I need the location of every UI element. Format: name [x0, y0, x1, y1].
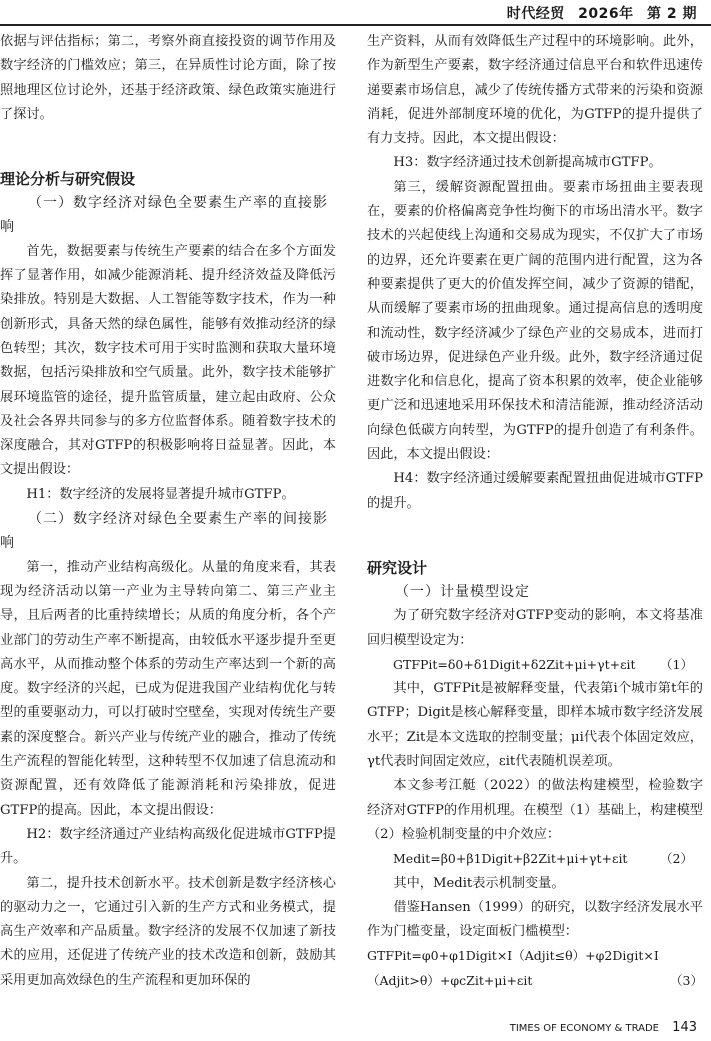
equation-2: [367, 847, 703, 871]
equation-1: [367, 653, 703, 677]
subsection-title: （一）计量模型设定: [395, 583, 530, 600]
paragraph: 其中，Medit表示机制变量。: [393, 875, 565, 891]
paragraph: 第一，推动产业结构高级化。从量的角度来看，其表现为经济活动以第一产业为主导转向第二、第三产业主导，且后两者的比重持续增长；从质的角度分析，各个产业部门的劳动生产率不断提高，由较低水平逐步提升至更高水平，从而推动整个体系的劳动生产率达到一个新的高度。数字经济的兴起，已成为促进我国产业结构优化与转型的重要驱动力，可以打破时空壁垒，实现对传统生产要素的深度整合。新兴产业与传统产业的融合，推动了传统生产流程的智能化转型，这种转型不仅加速了信息流动和资源配置，还有效降低了能源消耗和污染排放，促进GTFP的提高。因此，本文提出假设：: [0, 559, 336, 818]
header-rule: [0, 24, 711, 26]
equation-number: （1）: [660, 656, 693, 672]
paragraph: 本文参考江艇（2022）的做法构建模型，检验数字经济对GTFP的作用机理。在模型（1）基础上，构建模型（2）检验机制变量的中介效应：: [367, 778, 703, 842]
paragraph: 借鉴Hansen（1999）的研究，以数字经济发展水平作为门槛变量，设定面板门槛模型：: [367, 899, 703, 940]
journal-english-name: TIMES OF ECONOMY & TRADE: [509, 1023, 659, 1034]
equation-body: （Adjit>θ）+φcZit+μi+εit: [367, 972, 533, 988]
subsection-title: （一）数字经济对绿色全要素生产率的直接影响: [0, 195, 328, 236]
paragraph: 第三，缓解资源配置扭曲。要素市场扭曲主要表现在，要素的价格偏离竞争性均衡下的市场出清水平。数字技术的兴起使线上沟通和交易成为现实，不仅扩大了市场的边界，还允许要素在更广阔的范围内进行配置，这为各种要素提供了更大的价值发挥空间，减少了资源的错配，从而缓解了要素市场的扭曲现象。通过提高信息的透明度和流动性，数字经济减少了绿色产业的交易成本，进而打破市场边界，促进绿色产业升级。此外，数字经济通过促进数字化和信息化，提高了资本积累的效率，使企业能够更广泛和迅速地采用环保技术和清洁能源，推动经济活动向绿色低碳方向转型，为GTFP的提升创造了有利条件。因此，本文提出假设：: [367, 179, 703, 463]
equation-3-line-1: [367, 944, 703, 968]
left-column: [0, 30, 336, 993]
equation-3-line-2: [367, 969, 703, 993]
page-footer: [510, 1020, 697, 1035]
page-number: 143: [672, 1020, 697, 1035]
hypothesis: H1：数字经济的发展将显著提升城市GTFP。: [26, 486, 295, 502]
header-text: [499, 3, 697, 23]
equation-body: Medit=β0+β1Digit+β2Zit+μi+γt+εit: [393, 851, 628, 867]
hypothesis: H4：数字经济通过缓解要素配置扭曲促进城市GTFP的提升。: [367, 471, 703, 511]
hypothesis: H3：数字经济通过技术创新提高城市GTFP。: [393, 155, 662, 171]
paragraph: 其中，GTFPit是被解释变量，代表第i个城市第t年的GTFP；Digit是核心解释变量，即样本城市数字经济发展水平；Zit是本文选取的控制变量；μi代表个体固定效应，γt代表时间固定效应，εit代表随机误差项。: [367, 681, 703, 770]
section-title: 研究设计: [367, 558, 428, 577]
equation-number: （3）: [670, 972, 703, 988]
hypothesis: H2：数字经济通过产业结构高级化促进城市GTFP提升。: [0, 826, 336, 867]
equation-number: （2）: [660, 851, 693, 867]
paragraph: 为了研究数字经济对GTFP变动的影响，本文将基准回归模型设定为：: [367, 608, 703, 648]
paragraph: 第二，提升技术创新水平。技术创新是数字经济核心的驱动力之一，它通过引入新的生产方式和业务模式，提高生产效率和产品质量。数字经济的发展不仅加速了新技术的应用，还促进了传统产业的技术改造和创新，鼓励其采用更加高效绿色的生产流程和更加环保的: [0, 875, 336, 988]
journal-issue: 第 2 期: [647, 6, 697, 22]
paragraph: 依据与评估指标；第二，考察外商直接投资的调节作用及数字经济的门槛效应；第三，在异质性讨论方面，除了按照地理区位讨论外，还基于经济政策、绿色政策实施进行了探讨。: [0, 34, 336, 122]
paragraph: 首先，数据要素与传统生产要素的结合在多个方面发挥了显著作用，如减少能源消耗、提升经济效益及降低污染排放。特别是大数据、人工智能等数字技术，作为一种创新形式，具备天然的绿色属性，能够有效推动经济的绿色转型；其次，数字技术可用于实时监测和获取大量环境数据，包括污染排放和空气质量。此外，数字技术能够扩展环境监管的途径，提升监管质量，建立起由政府、公众及社会各界共同参与的多方位监督体系。随着数字技术的深度融合，其对GTFP的积极影响将日益显著。因此，本文提出假设：: [0, 243, 336, 478]
paragraph: 生产资料，从而有效降低生产过程中的环境影响。此外，作为新型生产要素，数字经济通过信息平台和软件迅速传递要素市场信息，减少了传统传播方式带来的污染和资源消耗，促进外部制度环境的优化，为GTFP的提升提供了有力支持。因此，本文提出假设：: [367, 34, 703, 147]
equation-body: GTFPit=φ0+φ1Digit×I（Adjit≤θ）+φ2Digit×I: [367, 948, 659, 964]
journal-name: 时代经贸: [506, 6, 565, 22]
journal-year: 2026年: [578, 6, 634, 22]
subsection-title: （二）数字经济对绿色全要素生产率的间接影响: [0, 511, 328, 552]
right-column: [367, 30, 703, 993]
section-title: 理论分析与研究假设: [0, 170, 136, 189]
equation-body: GTFPit=δ0+δ1Digit+δ2Zit+μi+γt+εit: [393, 656, 636, 672]
page-header: [0, 0, 711, 24]
